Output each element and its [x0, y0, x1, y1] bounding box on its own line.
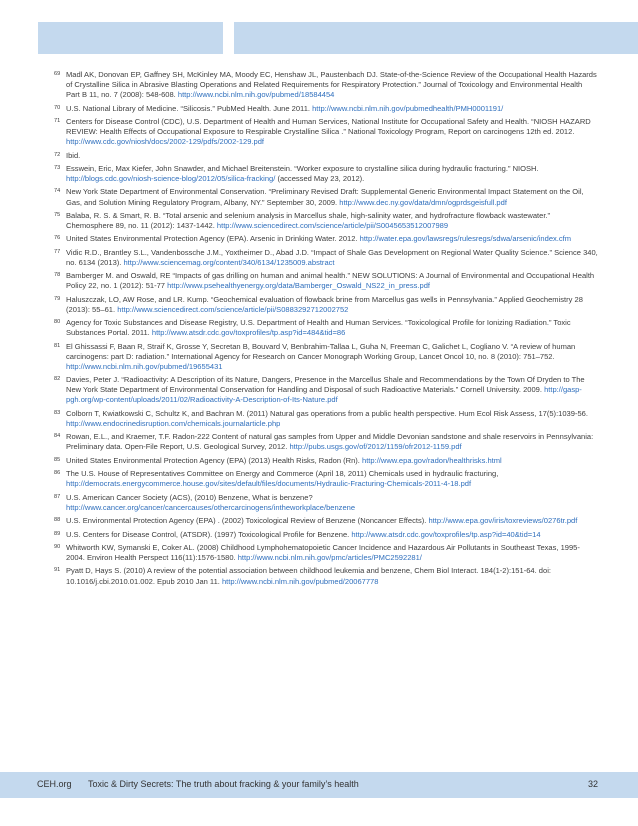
reference-item: [54, 234, 598, 244]
reference-body: [66, 516, 598, 526]
reference-text: Madl AK, Donovan EP, Gaffney SH, McKinley MA, Moody EC, Henshaw JL, Paustenbach DJ. State-of-the-Science Review of the Occupational Health Hazards of Crystalline Silica in Abrasive Blasting Operations and Related Requirements for Respiratory Protection.” Journal of Toxicology and Environmental Health Part B 11, no. 7 (2008): 548-608.: [66, 70, 597, 100]
reference-item: [54, 187, 598, 207]
reference-link[interactable]: http://www.ncbi.nlm.nih.gov/pubmed/19655431: [66, 361, 223, 371]
reference-link[interactable]: http://www.cdc.gov/niosh/docs/2002-129/pdfs/2002-129.pdf: [66, 137, 265, 147]
reference-body: [66, 456, 598, 466]
reference-body: [66, 342, 598, 372]
reference-link[interactable]: http://www.epa.gov/radon/healthrisks.html: [362, 455, 502, 465]
reference-body: [66, 70, 598, 100]
reference-body: [66, 211, 598, 231]
reference-text: U.S. Centers for Disease Control, (ATSDR). (1997) Toxicological Profile for Benzene.: [66, 529, 352, 539]
reference-text: Davies, Peter J. “Radioactivity: A Description of its Nature, Dangers, Presence in the Marcellus Shale and Recommendations by the Town Of Dryden to The New York State Department of Environmental Conservation for Handling and Disposal of such Radioactive Materials.” Cornell University. 2009.: [66, 375, 585, 395]
reference-number: 69: [54, 71, 61, 77]
reference-link[interactable]: http://www.ncbi.nlm.nih.gov/pubmed/20067778: [221, 576, 379, 586]
reference-text: The U.S. House of Representatives Committee on Energy and Commerce (April 18, 2011) Chemicals used in hydraulic fracturing,: [66, 469, 499, 479]
header-block-left: [38, 22, 223, 54]
reference-item: [54, 409, 598, 429]
reference-body: [66, 248, 598, 268]
reference-item: [54, 530, 598, 540]
reference-item: [54, 164, 598, 184]
reference-number: 70: [54, 104, 61, 111]
reference-link[interactable]: http://democrats.energycommerce.house.gov/sites/default/files/documents/Hydraulic-Fracturing-Chemicals-2011-4-18.pdf: [66, 479, 472, 489]
reference-text-after: (accessed May 23, 2012).: [275, 174, 365, 184]
reference-number: 77: [54, 248, 61, 255]
reference-item: [54, 432, 598, 452]
reference-text: Rowan, E.L., and Kraemer, T.F. Radon-222 Content of natural gas samples from Upper and Middle Devonian sandstone and shale reservoirs in Pennsylvania: Preliminary data. Open-File Report, U.S. Geological Survey, 2012.: [66, 432, 594, 452]
reference-number: 86: [54, 470, 61, 477]
reference-link[interactable]: http://pubs.usgs.gov/of/2012/1159/ofr2012-1159.pdf: [289, 442, 462, 452]
reference-text: United States Environmental Protection Agency (EPA) (2013) Health Risks, Radon (Rn).: [66, 455, 363, 465]
reference-body: [66, 318, 598, 338]
reference-body: [66, 432, 598, 452]
page-footer: [0, 772, 638, 798]
reference-item: [54, 469, 598, 489]
reference-text: Bamberger M. and Oswald, RE “Impacts of gas drilling on human and animal health.” NEW SOLUTIONS: A Journal of Environmental and Occupational Health Policy 22, no. 1 (2012): 51-77: [66, 271, 595, 291]
reference-text: U.S. American Cancer Society (ACS), (2010) Benzene, What is benzene?: [66, 492, 313, 502]
reference-text: El Ghissassi F, Baan R, Straif K, Grosse Y, Secretan B, Bouvard V, Benbrahim-Tallaa L, Guha N, Freeman C, Galichet L, Cogliano V. “A review of human carcinogens: part D: radiation.” International Agency for Research on Cancer Monograph Working Group, Lancet Oncol 10, no. 8 (2010): 751–752.: [66, 341, 576, 361]
reference-link[interactable]: http://www.atsdr.cdc.gov/toxprofiles/tp.asp?id=40&tid=14: [351, 529, 541, 539]
reference-body: [66, 493, 598, 513]
reference-link[interactable]: http://www.sciencemag.org/content/340/6134/1235009.abstract: [123, 257, 335, 267]
reference-number: 90: [54, 543, 61, 550]
reference-link[interactable]: http://www.dec.ny.gov/data/dmn/ogprdsgeisfull.pdf: [339, 197, 507, 207]
reference-item: [54, 151, 598, 161]
reference-body: [66, 104, 598, 114]
reference-link[interactable]: http://gasp-pgh.org/wp-content/uploads/2011/02/Radioactivity-A-Description-of-Its-Nature.pdf: [66, 385, 582, 405]
reference-link[interactable]: http://www.ncbi.nlm.nih.gov/pubmed/18584454: [177, 90, 335, 100]
reference-text: New York State Department of Environmental Conservation. “Preliminary Revised Draft: Supplemental Generic Environmental Impact Statement on the Oil, Gas, and Solution Mining Regulatory Program, Albany, NY.” September 30, 2009.: [66, 187, 584, 207]
reference-number: 78: [54, 272, 61, 279]
reference-text: Colborn T, Kwiatkowski C, Schultz K, and Bachran M. (2011) Natural gas operations from a public health perspective. Hum Ecol Risk Assess, 17(5):1039-56.: [66, 408, 588, 418]
reference-link[interactable]: http://www.atsdr.cdc.gov/toxprofiles/tp.asp?id=484&tid=86: [151, 328, 346, 338]
reference-body: [66, 151, 598, 161]
reference-link[interactable]: http://www.ncbi.nlm.nih.gov/pubmedhealth/PMH0001191/: [312, 103, 504, 113]
reference-number: 73: [54, 164, 61, 171]
reference-body: [66, 234, 598, 244]
reference-body: [66, 187, 598, 207]
reference-number: 76: [54, 235, 61, 242]
reference-number: 81: [54, 342, 61, 349]
reference-link[interactable]: http://www.sciencedirect.com/science/article/pii/S0045653512007989: [216, 221, 449, 230]
reference-number: 89: [54, 530, 61, 537]
reference-item: [54, 493, 598, 513]
reference-text: Pyatt D, Hays S. (2010) A review of the potential association between childhood leukemia and benzene, Chem Biol Interact. 184(1-2):151-64. doi: 10.1016/j.cbi.2010.01.002. Epub 2010 Jan 11.: [66, 566, 551, 586]
reference-item: [54, 117, 598, 147]
reference-number: 84: [54, 433, 61, 440]
reference-item: [54, 456, 598, 466]
reference-body: [66, 530, 598, 540]
footer-site: CEH.org: [37, 779, 72, 789]
reference-number: 85: [54, 456, 61, 463]
reference-body: [66, 469, 598, 489]
reference-body: [66, 117, 598, 147]
reference-text: U.S. Environmental Protection Agency (EPA) . (2002) Toxicological Review of Benzene (Noncancer Effects).: [66, 516, 429, 526]
reference-body: [66, 271, 598, 291]
reference-item: [54, 318, 598, 338]
reference-link[interactable]: http://water.epa.gov/lawsregs/rulesregs/sdwa/arsenic/index.cfm: [359, 234, 572, 244]
reference-body: [66, 164, 598, 184]
reference-item: [54, 248, 598, 268]
references-list: [54, 70, 598, 590]
reference-item: [54, 516, 598, 526]
reference-item: [54, 211, 598, 231]
reference-link[interactable]: http://www.cancer.org/cancer/cancercauses/othercarcinogens/intheworkplace/benzene: [66, 502, 356, 512]
reference-link[interactable]: http://www.ncbi.nlm.nih.gov/pmc/articles/PMC2592281/: [237, 553, 422, 563]
reference-item: [54, 543, 598, 563]
reference-text: Haluszczak, LO, AW Rose, and LR. Kump. “Geochemical evaluation of flowback brine from Marcellus gas wells in Pennsylvania.” Applied Geochemistry 28 (2013): 55–61.: [66, 294, 583, 314]
reference-text: Centers for Disease Control (CDC), U.S. Department of Health and Human Services, National Institute for Occupational Safety and Health. “NIOSH HAZARD REVIEW: Health Effects of Occupational Exposure to Respirable Crystalline Silica .” National Toxicology Program, Report on carcinogens 12th ed. 2012.: [66, 116, 591, 137]
reference-number: 80: [54, 319, 61, 326]
reference-text: Ibid.: [66, 150, 81, 160]
reference-text: Agency for Toxic Substances and Disease Registry, U.S. Department of Health and Human Services. “Toxicological Profile for Ionizing Radiation.” Toxic Substances Portal. 2011.: [66, 318, 571, 338]
reference-item: [54, 566, 598, 586]
reference-number: 87: [54, 493, 61, 500]
reference-number: 88: [54, 517, 61, 524]
reference-body: [66, 375, 598, 405]
reference-text: Whitworth KW, Symanski E, Coker AL. (2008) Childhood Lymphohematopoietic Cancer Incidence and Hazardous Air Pollutants in Southeast Texas, 1995-2004. Environ Health Perspect 116(11):1576-1580.: [66, 542, 580, 563]
reference-text: Balaba, R. S. & Smart, R. B. “Total arsenic and selenium analysis in Marcellus shale, high-salinity water, and hydrofracture flowback wastewater.” Chemosphere 89, no. 11 (2012): 1437-1442.: [66, 210, 551, 230]
reference-number: 79: [54, 295, 61, 302]
reference-text: U.S. National Library of Medicine. “Silicosis.” PubMed Health. June 2011.: [66, 103, 313, 113]
reference-link[interactable]: http://www.endocrinedisruption.com/chemicals.journalarticle.php: [66, 418, 281, 428]
reference-item: [54, 70, 598, 100]
page-number: 32: [587, 779, 598, 789]
reference-number: 75: [54, 211, 61, 218]
reference-item: [54, 375, 598, 405]
reference-text: United States Environmental Protection Agency (EPA). Arsenic in Drinking Water. 2012.: [66, 234, 360, 244]
reference-link[interactable]: http://www.sciencedirect.com/science/article/pii/S0883292712002752: [117, 304, 349, 314]
reference-text: Vidic R.D., Brantley S.L., Vandenbossche J.M., Yoxtheimer D., Abad J.D. “Impact of Shale Gas Development on Regional Water Quality Science.” Science 340, no. 6134 (2013).: [66, 247, 598, 267]
reference-number: 91: [54, 567, 61, 574]
reference-number: 82: [54, 376, 61, 383]
header-block-right: [234, 22, 638, 54]
reference-body: [66, 409, 598, 429]
reference-number: 74: [54, 188, 61, 195]
reference-number: 72: [54, 151, 61, 158]
reference-item: [54, 271, 598, 291]
reference-body: [66, 566, 598, 586]
reference-body: [66, 543, 598, 563]
reference-item: [54, 295, 598, 315]
reference-item: [54, 342, 598, 372]
reference-body: [66, 295, 598, 315]
reference-link[interactable]: http://blogs.cdc.gov/niosh-science-blog/2012/05/silica-fracking/: [66, 174, 276, 184]
reference-link[interactable]: http://www.psehealthyenergy.org/data/Bamberger_Oswald_NS22_in_press.pdf: [167, 281, 431, 291]
reference-item: [54, 104, 598, 114]
reference-number: 83: [54, 409, 61, 416]
reference-link[interactable]: http://www.epa.gov/iris/toxreviews/0276tr.pdf: [428, 516, 578, 526]
footer-title: Toxic & Dirty Secrets: The truth about fracking & your family’s health: [88, 779, 359, 789]
reference-text: Esswein, Eric, Max Kiefer, John Snawder, and Michael Breitenstein. “Worker exposure to crystalline silica during hydraulic fracturing.” NIOSH.: [66, 163, 539, 173]
reference-number: 71: [54, 117, 61, 124]
